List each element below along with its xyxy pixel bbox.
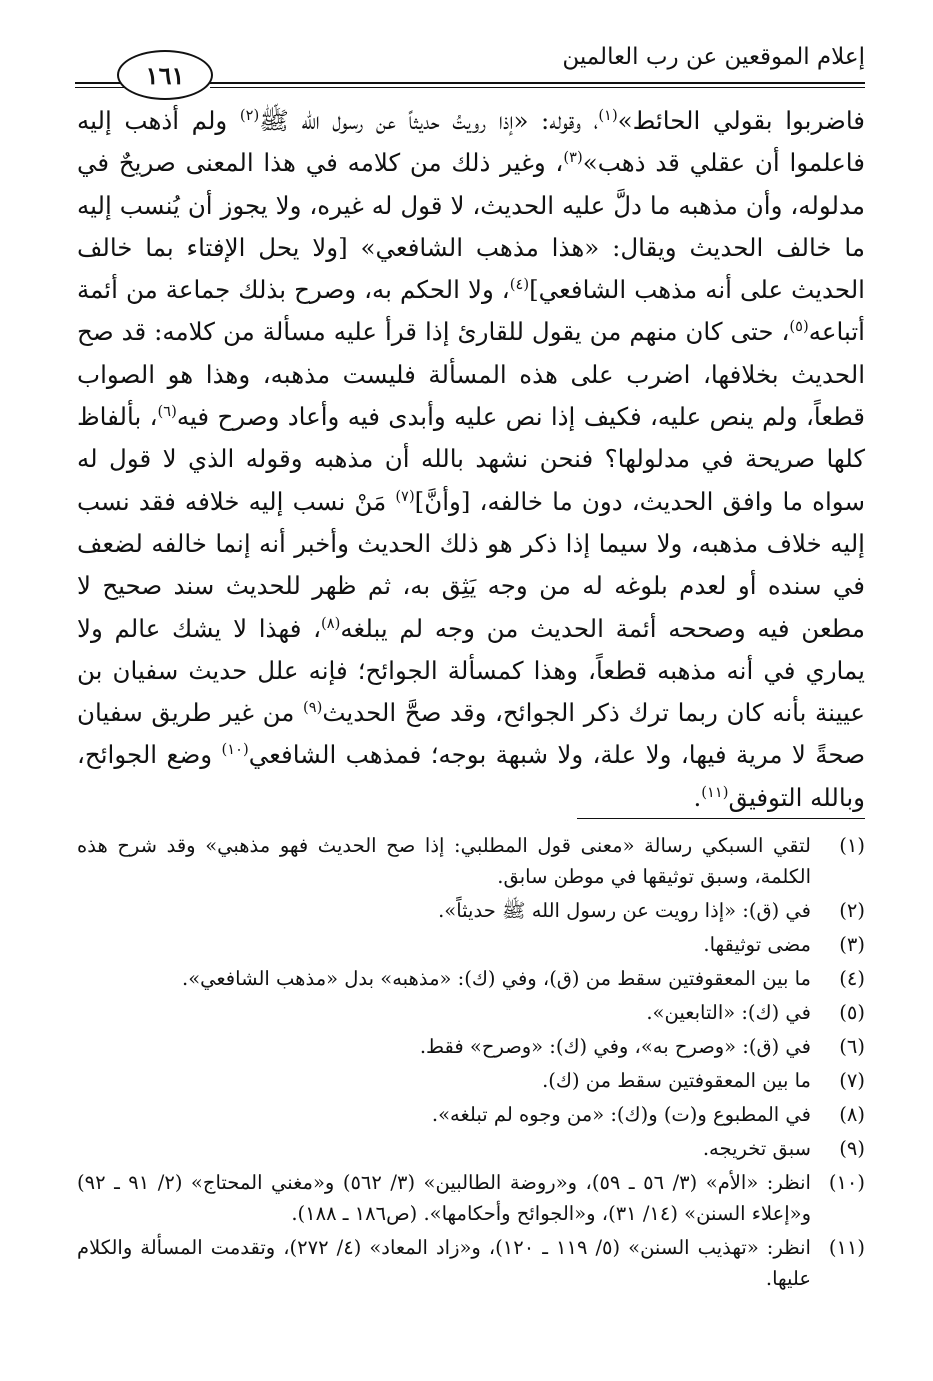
footnote bbox=[77, 895, 865, 926]
footnote-number: (١) bbox=[839, 834, 865, 857]
footnote-number: (٩) bbox=[839, 1137, 865, 1160]
footnote bbox=[77, 1133, 865, 1164]
footnote-number: (١١) bbox=[828, 1236, 865, 1259]
footnote-marker: (٦) bbox=[157, 402, 177, 420]
footnote-text: مضى توثيقها. bbox=[703, 933, 811, 956]
footnote-number: (١٠) bbox=[828, 1171, 865, 1194]
footnote-number: (٢) bbox=[839, 899, 865, 922]
footnote-marker: (١١) bbox=[701, 783, 729, 801]
footnote bbox=[77, 1232, 865, 1294]
text-run: ، بألفاظ كلها صريحة في مدلولها؟ فنحن نشهد بالله أن مذهبه وقوله الذي لا قول له سواه ما وافق الحديث، دون ما خالفه، [وأنَّ] bbox=[77, 402, 865, 516]
footnote bbox=[77, 830, 865, 892]
footnote-number: (٨) bbox=[839, 1103, 865, 1126]
text-run: ولم أذهب إليه فاعلموا أن عقلي قد ذهب» bbox=[77, 106, 865, 178]
footnote bbox=[77, 997, 865, 1028]
footnote-number: (٥) bbox=[839, 1001, 865, 1024]
footnote-text: انظر: «تهذيب السنن» (٥/ ١١٩ ـ ١٢٠)، و«زاد المعاد» (٤/ ٢٧٢)، وتقدمت المسألة والكلام عليها. bbox=[77, 1236, 811, 1290]
footnote-text: في المطبوع و(ت) و(ك): «من وجوه لم تبلغه». bbox=[431, 1103, 811, 1126]
footnote-marker: (٣) bbox=[563, 149, 583, 167]
text-run: ، وقوله: «إذا رويتُ حديثاً عن رسول الله ﷺ bbox=[259, 106, 599, 135]
running-title: إعلام الموقعين عن رب العالمين bbox=[562, 44, 865, 70]
text-run: مَنْ نسب إليه خلافه فقد نسب إليه خلاف مذهبه، ولا سيما إذا ذكر هو ذلك الحديث وأخبر أنه إنما خالفه لضعف في سنده أو لعدم بلوغه له من وجه يَثِق به، ثم ظهر للحديث سند صحيح لا مطعن فيه وصححه أئمة الحديث من وجه لم يبلغه bbox=[77, 486, 865, 643]
footnotes-list bbox=[77, 830, 865, 1297]
footnote bbox=[77, 1167, 865, 1229]
text-run: ، حتى كان منهم من يقول للقارئ إذا قرأ عليه مسألة من كلامه: قد صح الحديث بخلافها، اضرب على هذه المسألة فليست مذهبه، وهذا هو الصواب قطعاً، ولم ينص عليه، فكيف إذا نص عليه وأبدى فيه وأعاد وصرح فيه bbox=[77, 317, 865, 432]
footnote-number: (٧) bbox=[839, 1069, 865, 1092]
text-run: ، فهذا لا يشك عالم ولا يماري في أنه مذهبه قطعاً، وهذا كمسألة الجوائح؛ فإنه علل حديث سفيان بن عيينة بأنه كان ربما ترك ذكر الجوائح، وقد صحَّ الحديث bbox=[77, 613, 865, 728]
footnote-number: (٤) bbox=[839, 967, 865, 990]
footnote-marker: (١) bbox=[598, 106, 618, 124]
main-text bbox=[77, 100, 865, 819]
text-run: ، وغير ذلك من كلامه في هذا المعنى صريحٌ في مدلوله، وأن مذهبه ما دلَّ عليه الحديث، لا قول له غيره، ولا يجوز أن يُنسب إليه ما خالف الحديث ويقال: «هذا مذهب الشافعي» [ولا يحل الإفتاء بما خالف الحديث على أنه مذهب الشافعي] bbox=[77, 148, 865, 305]
footnote-divider bbox=[577, 818, 865, 819]
text-run: فاضربوا بقولي الحائط» bbox=[617, 106, 865, 135]
footnote bbox=[77, 1031, 865, 1062]
footnote bbox=[77, 1099, 865, 1130]
footnote-text: انظر: «الأم» (٣/ ٥٦ ـ ٥٩)، و«روضة الطالبين» (٣/ ٥٦٢) و«مغني المحتاج» (٢/ ٩١ ـ ٩٢) و«إعلاء السنن» (١٤/ ٣١)، و«الجوائح وأحكامها». (ص١٨٦ ـ ١٨٨). bbox=[77, 1171, 811, 1225]
footnote-text: سبق تخريجه. bbox=[702, 1137, 811, 1160]
footnote-text: في (ك): «التابعين». bbox=[646, 1001, 811, 1024]
text-run: ، ولا الحكم به، وصرح بذلك جماعة من أئمة أتباعه bbox=[77, 275, 865, 347]
footnote-text: ما بين المعقوفتين سقط من (ق)، وفي (ك): «مذهبه» بدل «مذهب الشافعي». bbox=[182, 967, 811, 990]
footnote-marker: (٥) bbox=[789, 318, 809, 336]
header-rule bbox=[210, 87, 865, 88]
footnote-marker: (٧) bbox=[395, 487, 415, 505]
footnote bbox=[77, 929, 865, 960]
page-header bbox=[75, 38, 865, 96]
header-rule bbox=[75, 82, 125, 84]
footnote bbox=[77, 963, 865, 994]
footnote-number: (٣) bbox=[839, 933, 865, 956]
footnote-text: ما بين المعقوفتين سقط من (ك). bbox=[542, 1069, 811, 1092]
footnote-marker: (٢) bbox=[239, 106, 260, 124]
footnote-text: في (ق): «وصرح به»، وفي (ك): «وصرح» فقط. bbox=[419, 1035, 811, 1058]
page-number: ١٦١ bbox=[145, 60, 185, 90]
text-run: وضع الجوائح، وبالله التوفيق bbox=[77, 740, 865, 812]
footnote-marker: (٤) bbox=[509, 276, 530, 294]
footnote bbox=[77, 1065, 865, 1096]
footnote-number: (٦) bbox=[839, 1035, 865, 1058]
footnote-marker: (١٠) bbox=[221, 741, 249, 759]
footnote-text: في (ق): «إذا رويت عن رسول الله ﷺ حديثاً». bbox=[438, 899, 811, 922]
text-run: من غير طريق سفيان صحةً لا مرية فيها، ولا علة، ولا شبهة بوجه؛ فمذهب الشافعي bbox=[77, 698, 865, 770]
header-rule bbox=[75, 87, 125, 88]
text-run: . bbox=[693, 782, 702, 812]
page-number-badge bbox=[117, 50, 213, 100]
footnote-marker: (٨) bbox=[321, 614, 341, 632]
footnote-text: لتقي السبكي رسالة «معنى قول المطلبي: إذا صح الحديث فهو مذهبي» وقد شرح هذه الكلمة، وسبق توثيقها في موطن سابق. bbox=[77, 834, 811, 888]
header-rule bbox=[210, 82, 865, 84]
footnote-marker: (٩) bbox=[302, 699, 323, 716]
